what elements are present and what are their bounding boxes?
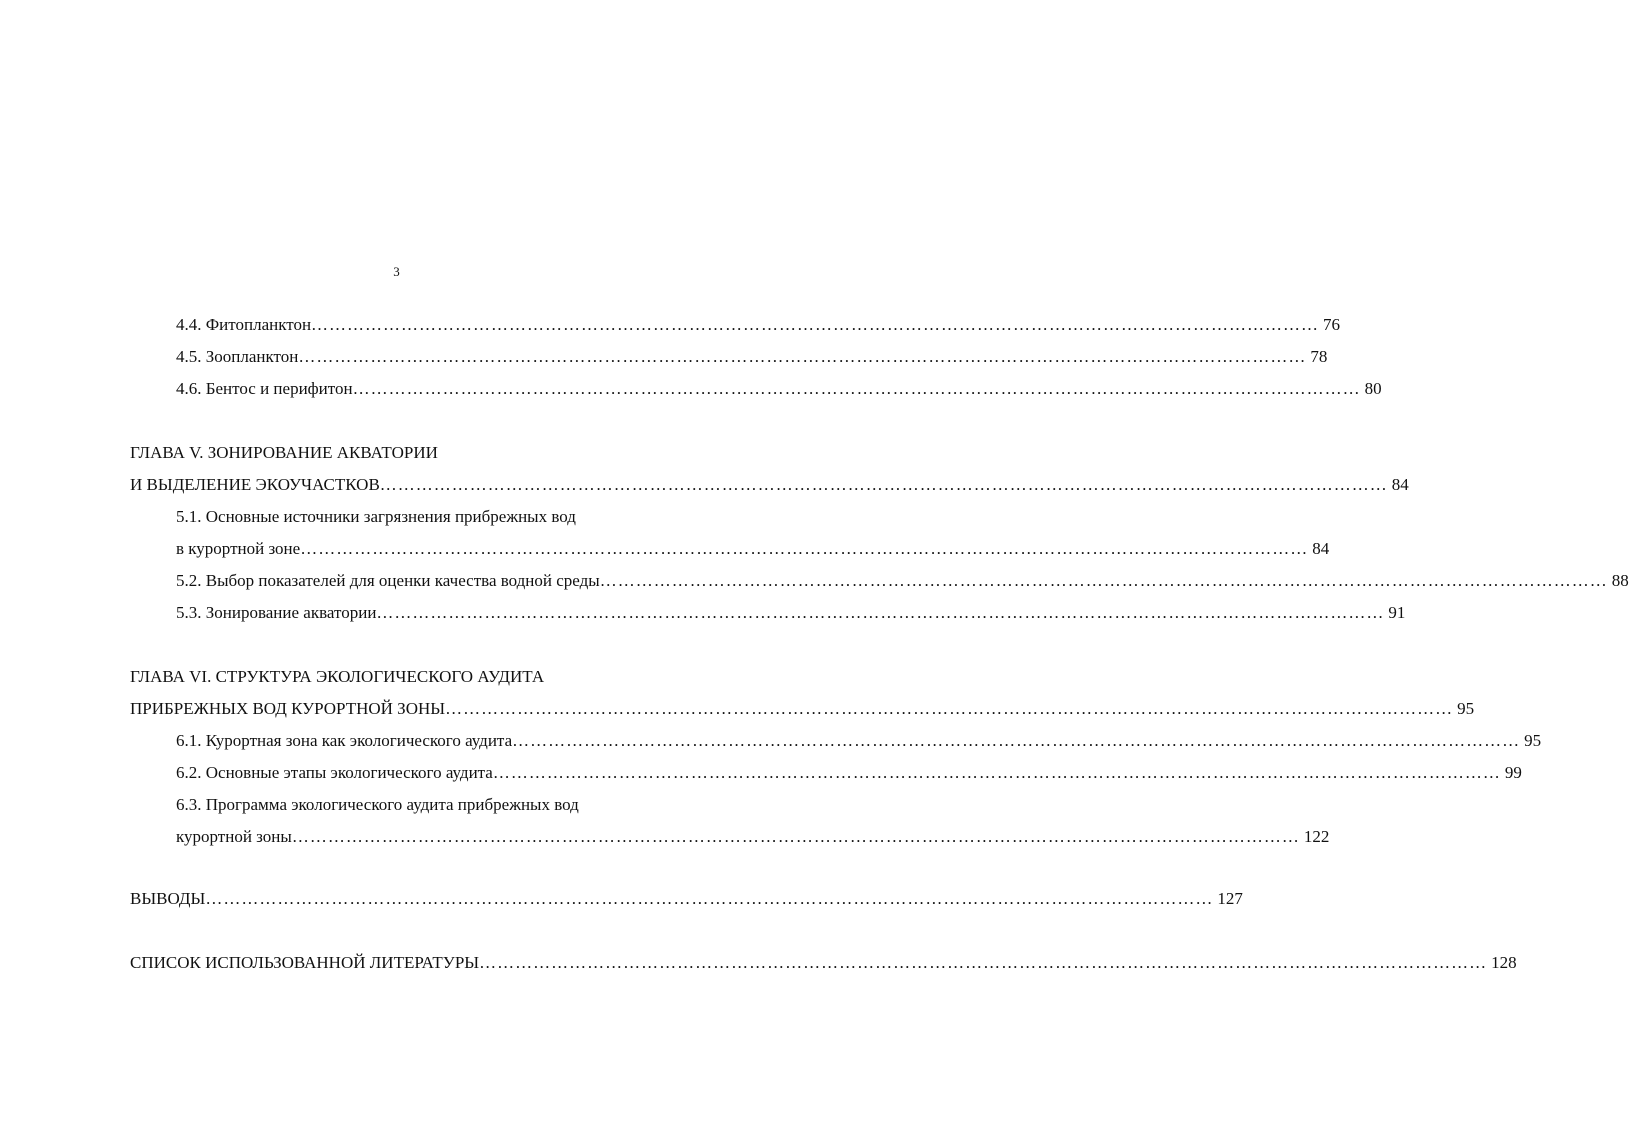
toc-entry-page: 122 [1303, 827, 1330, 846]
toc-leader-dots: …………………………………………………………………………………………………………………………………………………… [379, 475, 1388, 494]
toc-entry-page: 91 [1388, 603, 1406, 622]
toc-entry [176, 602, 1406, 624]
chapter-heading-line1: ГЛАВА VI. СТРУКТУРА ЭКОЛОГИЧЕСКОГО АУДИТА [130, 667, 545, 686]
toc-entry-title: 5.2. Выбор показателей для оценки качества водной среды [176, 571, 600, 590]
toc-leader-dots: …………………………………………………………………………………………………………………………………………………… [492, 763, 1501, 782]
toc-entry-title: курортной зоны [176, 827, 292, 846]
toc-leader-dots: …………………………………………………………………………………………………………………………………………………… [291, 827, 1300, 846]
toc-entry [130, 952, 1517, 974]
toc-entry-title: 6.2. Основные этапы экологического аудита [176, 763, 493, 782]
toc-leader-dots: …………………………………………………………………………………………………………………………………………………… [300, 539, 1309, 558]
toc-entry-title: ПРИБРЕЖНЫХ ВОД КУРОРТНОЙ ЗОНЫ [130, 699, 446, 718]
toc-entry-title: И ВЫДЕЛЕНИЕ ЭКОУЧАСТКОВ [130, 475, 380, 494]
toc-leader-dots: …………………………………………………………………………………………………………………………………………………… [599, 571, 1608, 590]
toc-entry-page: 128 [1491, 953, 1517, 972]
toc-entry [130, 698, 1475, 720]
toc-entry-title: ВЫВОДЫ [130, 889, 206, 908]
toc-entry-title: 4.4. Фитопланктон [176, 315, 312, 334]
toc-entry [176, 730, 1542, 752]
toc-entry-page: 78 [1310, 347, 1328, 366]
toc-entry-page: 95 [1524, 731, 1542, 750]
toc-entry [176, 378, 1382, 400]
toc-entry-title: 4.5. Зоопланктон [176, 347, 299, 366]
toc-entry-title: 6.1. Курортная зона как экологического аудита [176, 731, 513, 750]
toc-entry-page: 95 [1457, 699, 1475, 718]
toc-entry-page: 99 [1504, 763, 1522, 782]
toc-entry [176, 314, 1341, 336]
toc-leader-dots: …………………………………………………………………………………………………………………………………………………… [205, 889, 1214, 908]
chapter-heading-line1: ГЛАВА V. ЗОНИРОВАНИЕ АКВАТОРИИ [130, 443, 438, 462]
toc-leader-dots: …………………………………………………………………………………………………………………………………………………… [376, 603, 1385, 622]
page-number: 3 [393, 264, 400, 279]
toc-entry-title: СПИСОК ИСПОЛЬЗОВАННОЙ ЛИТЕРАТУРЫ [130, 953, 480, 972]
toc-entry [130, 888, 1243, 910]
toc-leader-dots: …………………………………………………………………………………………………………………………………………………… [352, 379, 1361, 398]
toc-entry [176, 826, 1330, 848]
toc-entry-page: 88 [1611, 571, 1629, 590]
toc-entry-title-line1: 5.1. Основные источники загрязнения прибрежных вод [176, 507, 576, 526]
toc-leader-dots: …………………………………………………………………………………………………………………………………………………… [479, 953, 1488, 972]
toc-entry [176, 538, 1330, 560]
toc-leader-dots: …………………………………………………………………………………………………………………………………………………… [445, 699, 1454, 718]
toc-entry [176, 570, 1629, 592]
toc-entry [176, 762, 1522, 784]
toc-entry-page: 76 [1323, 315, 1341, 334]
toc-entry-page: 127 [1217, 889, 1243, 908]
toc-entry-title: 4.6. Бентос и перифитон [176, 379, 353, 398]
toc-entry [130, 474, 1409, 496]
toc-leader-dots: …………………………………………………………………………………………………………………………………………………… [298, 347, 1307, 366]
toc-leader-dots: …………………………………………………………………………………………………………………………………………………… [512, 731, 1521, 750]
toc-entry-title-line1: 6.3. Программа экологического аудита прибрежных вод [176, 795, 579, 814]
toc-entry-title: в курортной зоне [176, 539, 301, 558]
toc-entry-title: 5.3. Зонирование акватории [176, 603, 377, 622]
toc-entry-page: 84 [1391, 475, 1409, 494]
toc-leader-dots: …………………………………………………………………………………………………………………………………………………… [311, 315, 1320, 334]
toc-entry [176, 346, 1328, 368]
toc-entry-page: 84 [1312, 539, 1330, 558]
toc-entry-page: 80 [1364, 379, 1382, 398]
